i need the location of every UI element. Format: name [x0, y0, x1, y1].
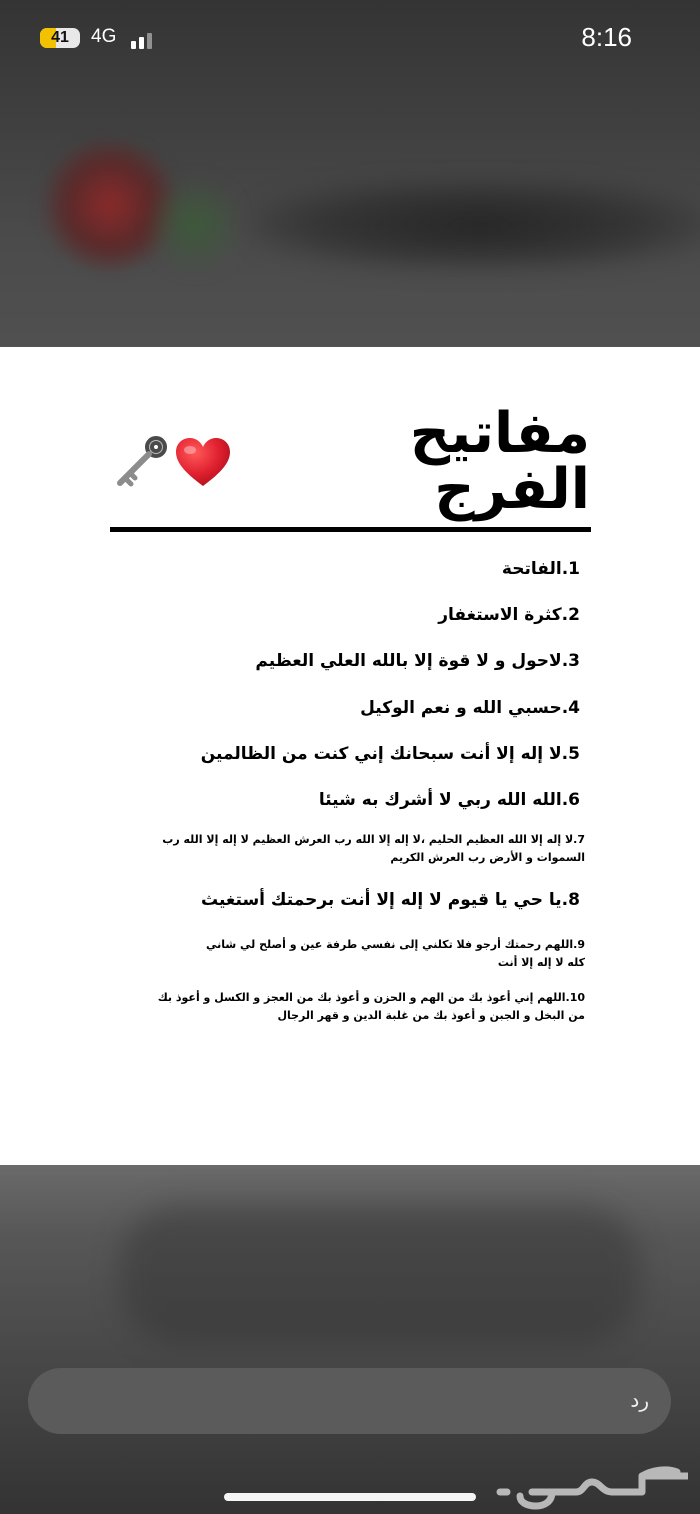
status-bar [0, 0, 700, 78]
page-title: مفاتيح الفرج [409, 401, 590, 522]
battery-indicator [40, 28, 80, 48]
list-item: 2.كثرة الاستغفار [438, 605, 580, 625]
reply-placeholder: رد [630, 1388, 649, 1412]
blurred-shape-green [150, 170, 240, 280]
battery-percentage: 41 [51, 29, 69, 46]
title-row [110, 401, 590, 522]
blurred-shape [120, 1205, 640, 1345]
home-indicator[interactable] [224, 1493, 476, 1501]
image-card [0, 347, 700, 1165]
reply-input[interactable] [28, 1368, 671, 1434]
signal-strength-icon [131, 29, 163, 49]
blurred-shape-dark [250, 180, 700, 270]
list-item: 7.لا إله إلا الله العظيم الحليم ،لا إله إلا الله رب العرش العظيم لا إله إلا الله رب السموات و الأرض رب العرش الكريم [162, 833, 585, 864]
list-item: 4.حسبي الله و نعم الوكيل [360, 698, 580, 718]
list-item: 6.الله الله ربي لا أشرك به شيئا [318, 790, 580, 810]
list-item: 9.اللهم رحمتك أرجو فلا تكلني إلى نفسي طرفة عين و أصلح لي شاني كله لا إله إلا أنت [205, 938, 585, 969]
list-item: 5.لا إله إلا أنت سبحانك إني كنت من الظالمين [200, 744, 580, 764]
network-type: 4G [91, 26, 117, 47]
title-divider [110, 527, 591, 532]
heart-icon [174, 436, 232, 488]
old-key-icon [110, 431, 172, 493]
list-item: 10.اللهم إني أعوذ بك من الهم و الحزن و أعوذ بك من العجز و الكسل و أعوذ بك من البخل و الجبن و أعوذ بك من غلبة الدين و قهر الرجال [157, 991, 585, 1022]
list-item: 3.لاحول و لا قوة إلا بالله العلي العظيم [255, 651, 580, 671]
list-item: 8.يا حي يا قيوم لا إله إلا أنت برحمتك أستغيث [200, 890, 580, 910]
list-item: 1.الفاتحة [501, 559, 580, 579]
clock: 8:16 [581, 22, 632, 52]
haraj-watermark-logo [492, 1458, 688, 1510]
